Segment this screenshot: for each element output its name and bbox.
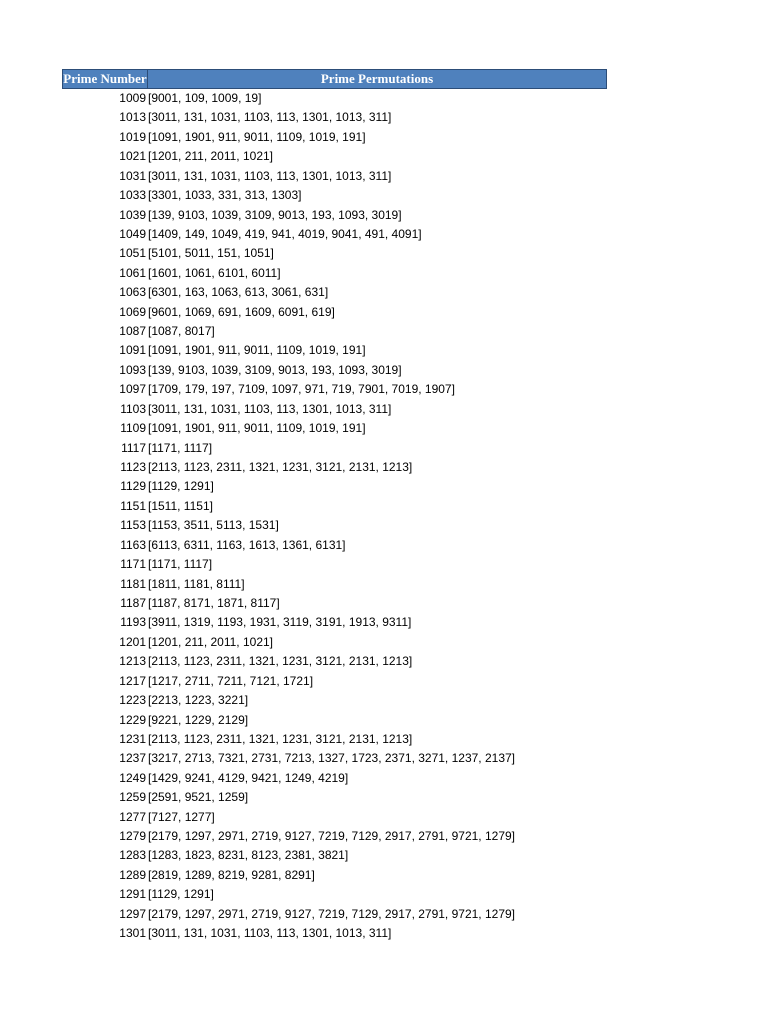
table-row bbox=[62, 672, 607, 691]
table-row bbox=[62, 477, 607, 496]
permutations-cell[interactable]: [1091, 1901, 911, 9011, 1109, 1019, 191] bbox=[148, 421, 366, 436]
prime-cell[interactable]: 1009 bbox=[119, 91, 146, 105]
permutations-cell[interactable]: [1129, 1291] bbox=[148, 479, 214, 494]
table-row bbox=[62, 439, 607, 458]
prime-cell[interactable]: 1283 bbox=[119, 848, 146, 863]
permutations-cell[interactable]: [3011, 131, 1031, 1103, 113, 1301, 1013, 311] bbox=[148, 168, 392, 183]
permutations-cell[interactable]: [9601, 1069, 691, 1609, 6091, 619] bbox=[148, 304, 335, 319]
prime-cell[interactable]: 1021 bbox=[119, 149, 146, 164]
table-row bbox=[62, 808, 607, 827]
permutations-cell[interactable]: [6113, 6311, 1163, 1613, 1361, 6131] bbox=[148, 537, 346, 552]
prime-cell[interactable]: 1249 bbox=[119, 770, 146, 785]
prime-cell[interactable]: 1289 bbox=[119, 867, 146, 882]
prime-cell[interactable]: 1259 bbox=[119, 790, 146, 805]
permutations-cell[interactable]: [1171, 1117] bbox=[148, 440, 213, 455]
permutations-cell[interactable]: [3011, 131, 1031, 1103, 113, 1301, 1013, 311] bbox=[148, 110, 392, 125]
prime-cell[interactable]: 1291 bbox=[119, 887, 146, 902]
prime-cell[interactable]: 1237 bbox=[119, 751, 146, 766]
prime-cell[interactable]: 1187 bbox=[120, 595, 146, 610]
permutations-cell[interactable]: [9221, 1229, 2129] bbox=[148, 712, 249, 727]
prime-cell[interactable]: 1213 bbox=[119, 654, 146, 669]
table-row bbox=[62, 633, 607, 652]
permutations-cell[interactable]: [3217, 2713, 7321, 2731, 7213, 1327, 1723, 2371, 3271, 1237, 2137] bbox=[148, 751, 515, 766]
prime-cell[interactable]: 1097 bbox=[119, 382, 146, 397]
permutations-cell[interactable]: [2113, 1123, 2311, 1321, 1231, 3121, 2131, 1213] bbox=[148, 654, 413, 669]
prime-cell[interactable]: 1063 bbox=[119, 285, 146, 300]
prime-cell[interactable]: 1217 bbox=[119, 673, 146, 688]
prime-cell[interactable]: 1109 bbox=[120, 421, 146, 436]
table-row bbox=[62, 691, 607, 710]
permutations-cell[interactable]: [2113, 1123, 2311, 1321, 1231, 3121, 2131, 1213] bbox=[148, 731, 413, 746]
prime-cell[interactable]: 1069 bbox=[119, 304, 146, 319]
prime-cell[interactable]: 1091 bbox=[119, 343, 146, 358]
prime-cell[interactable]: 1301 bbox=[119, 926, 146, 941]
table-row bbox=[62, 186, 607, 205]
table-row bbox=[62, 167, 607, 186]
permutations-cell[interactable]: [3301, 1033, 331, 313, 1303] bbox=[148, 188, 302, 203]
spreadsheet bbox=[62, 69, 607, 944]
permutations-cell[interactable]: [1201, 211, 2011, 1021] bbox=[148, 149, 273, 164]
table-row bbox=[62, 846, 607, 865]
table-row bbox=[62, 536, 607, 555]
table-row bbox=[62, 594, 607, 613]
prime-cell[interactable]: 1093 bbox=[119, 362, 146, 377]
prime-cell[interactable]: 1013 bbox=[119, 110, 146, 125]
permutations-cell[interactable]: [1171, 1117] bbox=[148, 557, 213, 572]
table-row bbox=[62, 730, 607, 749]
permutations-cell[interactable]: [2179, 1297, 2971, 2719, 9127, 7219, 7129, 2917, 2791, 9721, 1279] bbox=[148, 829, 515, 844]
table-header bbox=[62, 69, 607, 89]
permutations-cell[interactable]: [1217, 2711, 7211, 7121, 1721] bbox=[148, 673, 314, 688]
prime-cell[interactable]: 1117 bbox=[121, 440, 146, 455]
table-row bbox=[62, 380, 607, 399]
prime-cell[interactable]: 1171 bbox=[120, 557, 146, 572]
permutations-cell[interactable]: [1201, 211, 2011, 1021] bbox=[148, 634, 273, 649]
prime-cell[interactable]: 1087 bbox=[119, 324, 146, 339]
permutations-cell[interactable]: [1129, 1291] bbox=[148, 887, 214, 902]
permutations-cell[interactable]: [2213, 1223, 3221] bbox=[148, 693, 249, 708]
table-row bbox=[62, 497, 607, 516]
table-row bbox=[62, 361, 607, 380]
permutations-cell[interactable]: [1511, 1151] bbox=[148, 498, 213, 513]
permutations-cell[interactable]: [2179, 1297, 2971, 2719, 9127, 7219, 7129, 2917, 2791, 9721, 1279] bbox=[148, 906, 515, 921]
permutations-cell[interactable]: [139, 9103, 1039, 3109, 9013, 193, 1093, 3019] bbox=[148, 362, 402, 377]
header-prime-permutations[interactable]: Prime Permutations bbox=[320, 71, 434, 86]
prime-cell[interactable]: 1151 bbox=[120, 498, 146, 513]
table-row bbox=[62, 905, 607, 924]
prime-cell[interactable]: 1181 bbox=[120, 576, 146, 591]
prime-cell[interactable]: 1031 bbox=[119, 168, 146, 183]
table-body bbox=[62, 89, 607, 944]
prime-cell[interactable]: 1039 bbox=[119, 207, 146, 222]
permutations-cell[interactable]: [1091, 1901, 911, 9011, 1109, 1019, 191] bbox=[148, 129, 366, 144]
header-prime-number[interactable]: Prime Number bbox=[63, 71, 147, 86]
table-row bbox=[62, 885, 607, 904]
permutations-cell[interactable]: [2113, 1123, 2311, 1321, 1231, 3121, 2131, 1213] bbox=[148, 460, 413, 475]
permutations-cell[interactable]: [1709, 179, 197, 7109, 1097, 971, 719, 7901, 7019, 1907] bbox=[148, 382, 455, 397]
table-row bbox=[62, 400, 607, 419]
prime-cell[interactable]: 1297 bbox=[119, 906, 146, 921]
prime-cell[interactable]: 1051 bbox=[119, 246, 146, 261]
table-row bbox=[62, 788, 607, 807]
permutations-cell[interactable]: [1283, 1823, 8231, 8123, 2381, 3821] bbox=[148, 848, 349, 863]
permutations-cell[interactable]: [139, 9103, 1039, 3109, 9013, 193, 1093, 3019] bbox=[148, 207, 402, 222]
permutations-cell[interactable]: [1153, 3511, 5113, 1531] bbox=[148, 518, 279, 533]
prime-cell[interactable]: 1019 bbox=[119, 129, 146, 144]
table-row bbox=[62, 711, 607, 730]
permutations-cell[interactable]: [6301, 163, 1063, 613, 3061, 631] bbox=[148, 285, 329, 300]
table-row bbox=[62, 749, 607, 768]
permutations-cell[interactable]: [1187, 8171, 1871, 8117] bbox=[148, 595, 280, 610]
table-row bbox=[62, 322, 607, 341]
permutations-cell[interactable]: [3011, 131, 1031, 1103, 113, 1301, 1013, 311] bbox=[148, 926, 392, 941]
permutations-cell[interactable]: [1091, 1901, 911, 9011, 1109, 1019, 191] bbox=[148, 343, 366, 358]
permutations-cell[interactable]: [1409, 149, 1049, 419, 941, 4019, 9041, 491, 4091] bbox=[148, 226, 422, 241]
permutations-cell[interactable]: [2591, 9521, 1259] bbox=[148, 790, 249, 805]
permutations-cell[interactable]: [1087, 8017] bbox=[148, 324, 215, 339]
prime-cell[interactable]: 1103 bbox=[120, 401, 146, 416]
permutations-cell[interactable]: [3911, 1319, 1193, 1931, 3119, 3191, 1913, 9311] bbox=[148, 615, 412, 630]
prime-cell[interactable]: 1231 bbox=[119, 731, 146, 746]
table-row bbox=[62, 516, 607, 535]
table-row bbox=[62, 827, 607, 846]
prime-cell[interactable]: 1229 bbox=[119, 712, 146, 727]
table-row bbox=[62, 419, 607, 438]
table-row bbox=[62, 264, 607, 283]
table-row bbox=[62, 555, 607, 574]
permutations-cell[interactable]: [1429, 9241, 4129, 9421, 1249, 4219] bbox=[148, 770, 349, 785]
prime-cell[interactable]: 1033 bbox=[119, 188, 146, 203]
prime-cell[interactable]: 1049 bbox=[119, 226, 146, 241]
table-row bbox=[62, 341, 607, 360]
table-row bbox=[62, 652, 607, 671]
permutations-cell[interactable]: [1811, 1181, 8111] bbox=[148, 576, 245, 591]
prime-cell[interactable]: 1163 bbox=[120, 537, 146, 552]
table-row bbox=[62, 283, 607, 302]
table-row bbox=[62, 89, 607, 108]
table-row bbox=[62, 575, 607, 594]
table-row bbox=[62, 108, 607, 127]
permutations-cell[interactable]: [1601, 1061, 6101, 6011] bbox=[148, 265, 281, 280]
prime-cell[interactable]: 1061 bbox=[119, 265, 146, 280]
table-row bbox=[62, 866, 607, 885]
prime-cell[interactable]: 1193 bbox=[120, 615, 146, 630]
table-row bbox=[62, 147, 607, 166]
permutations-cell[interactable]: [7127, 1277] bbox=[148, 809, 215, 824]
table-row bbox=[62, 303, 607, 322]
prime-cell[interactable]: 1123 bbox=[120, 460, 146, 475]
prime-cell[interactable]: 1277 bbox=[119, 809, 146, 824]
table-row bbox=[62, 613, 607, 632]
table-row bbox=[62, 225, 607, 244]
table-row bbox=[62, 769, 607, 788]
prime-cell[interactable]: 1223 bbox=[119, 693, 146, 708]
prime-cell[interactable]: 1153 bbox=[120, 518, 146, 533]
table-row bbox=[62, 244, 607, 263]
prime-cell[interactable]: 1201 bbox=[119, 634, 146, 649]
table-row bbox=[62, 458, 607, 477]
permutations-cell[interactable]: [9001, 109, 1009, 19] bbox=[148, 91, 262, 105]
prime-cell[interactable]: 1129 bbox=[120, 479, 146, 494]
table-row bbox=[62, 206, 607, 225]
prime-cell[interactable]: 1279 bbox=[119, 829, 146, 844]
table-row bbox=[62, 128, 607, 147]
permutations-cell[interactable]: [5101, 5011, 151, 1051] bbox=[148, 246, 274, 261]
permutations-cell[interactable]: [2819, 1289, 8219, 9281, 8291] bbox=[148, 867, 315, 882]
table-row bbox=[62, 924, 607, 943]
permutations-cell[interactable]: [3011, 131, 1031, 1103, 113, 1301, 1013, 311] bbox=[148, 401, 392, 416]
